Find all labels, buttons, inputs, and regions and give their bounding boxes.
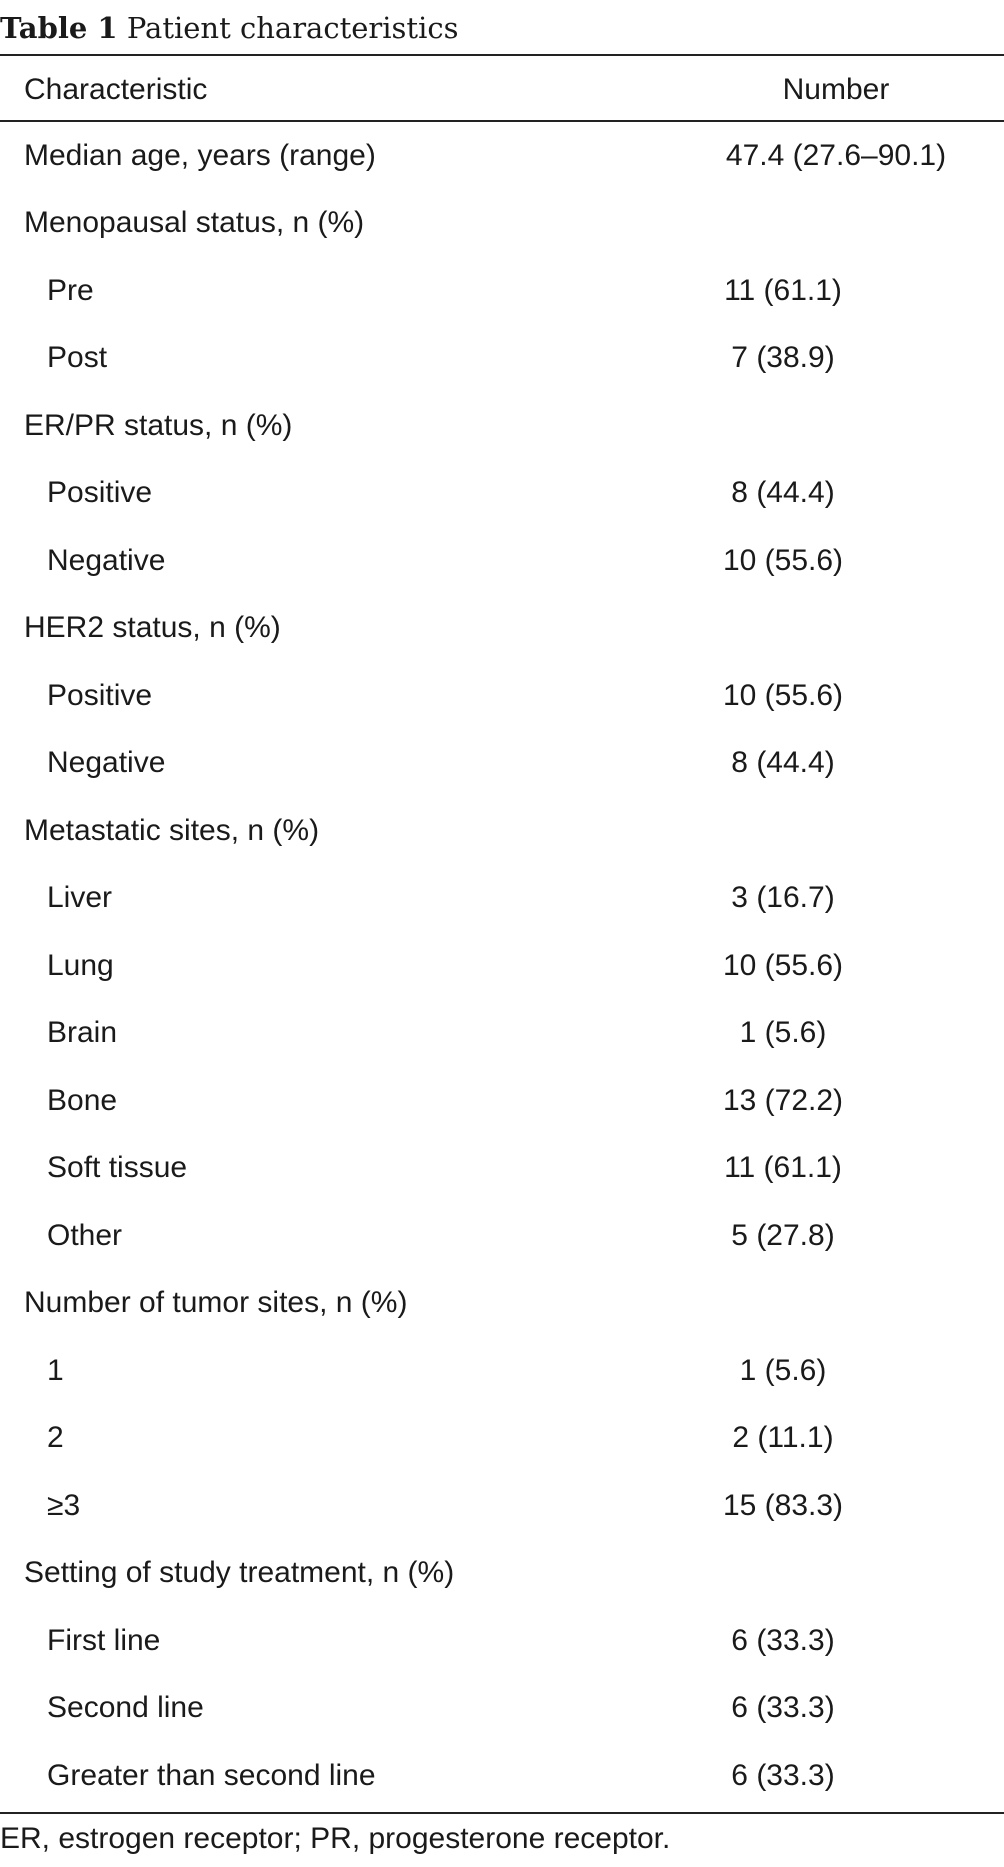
row-value: 6 (33.3)	[731, 1624, 835, 1657]
table-row	[0, 257, 1004, 325]
table-row	[0, 527, 1004, 595]
table-row	[0, 1134, 1004, 1202]
table-label: Table 1	[0, 11, 118, 45]
bottom-rule	[0, 1812, 1004, 1814]
row-label: Positive	[47, 679, 153, 712]
row-value: 8 (44.4)	[731, 746, 835, 779]
section-label: Number of tumor sites, n (%)	[24, 1286, 408, 1319]
section-label: Setting of study treatment, n (%)	[24, 1556, 455, 1589]
row-label: First line	[47, 1624, 161, 1657]
row-label: Bone	[47, 1084, 118, 1117]
table-row	[0, 1404, 1004, 1472]
row-value: 15 (83.3)	[722, 1489, 844, 1522]
table-row	[0, 864, 1004, 932]
table-caption	[0, 4, 458, 52]
row-label: ≥3	[47, 1489, 81, 1522]
row-value: 7 (38.9)	[731, 341, 835, 374]
table-row	[0, 1202, 1004, 1270]
row-value: 1 (5.6)	[739, 1354, 827, 1387]
row-label: Lung	[47, 949, 114, 982]
table-row	[0, 999, 1004, 1067]
row-label: Pre	[47, 274, 94, 307]
header-row	[0, 56, 1004, 124]
section-row	[0, 797, 1004, 865]
row-value: 11 (61.1)	[724, 1151, 842, 1184]
section-row	[0, 594, 1004, 662]
row-label: Post	[47, 341, 108, 374]
section-row	[0, 189, 1004, 257]
row-label: Liver	[47, 881, 113, 914]
row-value: 6 (33.3)	[731, 1691, 835, 1724]
row-value: 10 (55.6)	[722, 544, 844, 577]
row-value: 5 (27.8)	[731, 1219, 835, 1252]
row-label: Second line	[47, 1691, 204, 1724]
table-row	[0, 324, 1004, 392]
row-label: Other	[47, 1219, 123, 1252]
table-row	[0, 1472, 1004, 1540]
row-value: 8 (44.4)	[731, 476, 835, 509]
row-label: Median age, years (range)	[24, 139, 376, 172]
table-row	[0, 1067, 1004, 1135]
section-label: ER/PR status, n (%)	[24, 409, 293, 442]
column-header-characteristic: Characteristic	[24, 73, 208, 106]
table-row	[0, 1674, 1004, 1742]
section-row	[0, 1539, 1004, 1607]
section-label: Menopausal status, n (%)	[24, 206, 365, 239]
row-label: 1	[47, 1354, 64, 1387]
row-value: 10 (55.6)	[722, 679, 844, 712]
table-row	[0, 1742, 1004, 1810]
row-label: Greater than second line	[47, 1759, 376, 1792]
row-label: 2	[47, 1421, 64, 1454]
row-value: 47.4 (27.6–90.1)	[725, 139, 947, 172]
row-value: 6 (33.3)	[731, 1759, 835, 1792]
table-row	[0, 662, 1004, 730]
table-row	[0, 1337, 1004, 1405]
table-footnote: ER, estrogen receptor; PR, progesterone receptor.	[0, 1822, 671, 1855]
row-value: 11 (61.1)	[724, 274, 842, 307]
section-label: Metastatic sites, n (%)	[24, 814, 320, 847]
row-value: 2 (11.1)	[732, 1421, 834, 1454]
table-row	[0, 729, 1004, 797]
row-label: Positive	[47, 476, 153, 509]
section-label: HER2 status, n (%)	[24, 611, 281, 644]
row-value: 13 (72.2)	[722, 1084, 844, 1117]
section-row	[0, 392, 1004, 460]
table-title: Patient characteristics	[126, 11, 459, 45]
row-value: 1 (5.6)	[739, 1016, 827, 1049]
row-value: 10 (55.6)	[722, 949, 844, 982]
column-header-number: Number	[782, 73, 890, 106]
table-row	[0, 459, 1004, 527]
row-label: Brain	[47, 1016, 118, 1049]
row-label: Negative	[47, 544, 166, 577]
row-label: Soft tissue	[47, 1151, 188, 1184]
table-row	[0, 122, 1004, 190]
table-row	[0, 932, 1004, 1000]
table-row	[0, 1607, 1004, 1675]
section-row	[0, 1269, 1004, 1337]
row-value: 3 (16.7)	[731, 881, 835, 914]
row-label: Negative	[47, 746, 166, 779]
